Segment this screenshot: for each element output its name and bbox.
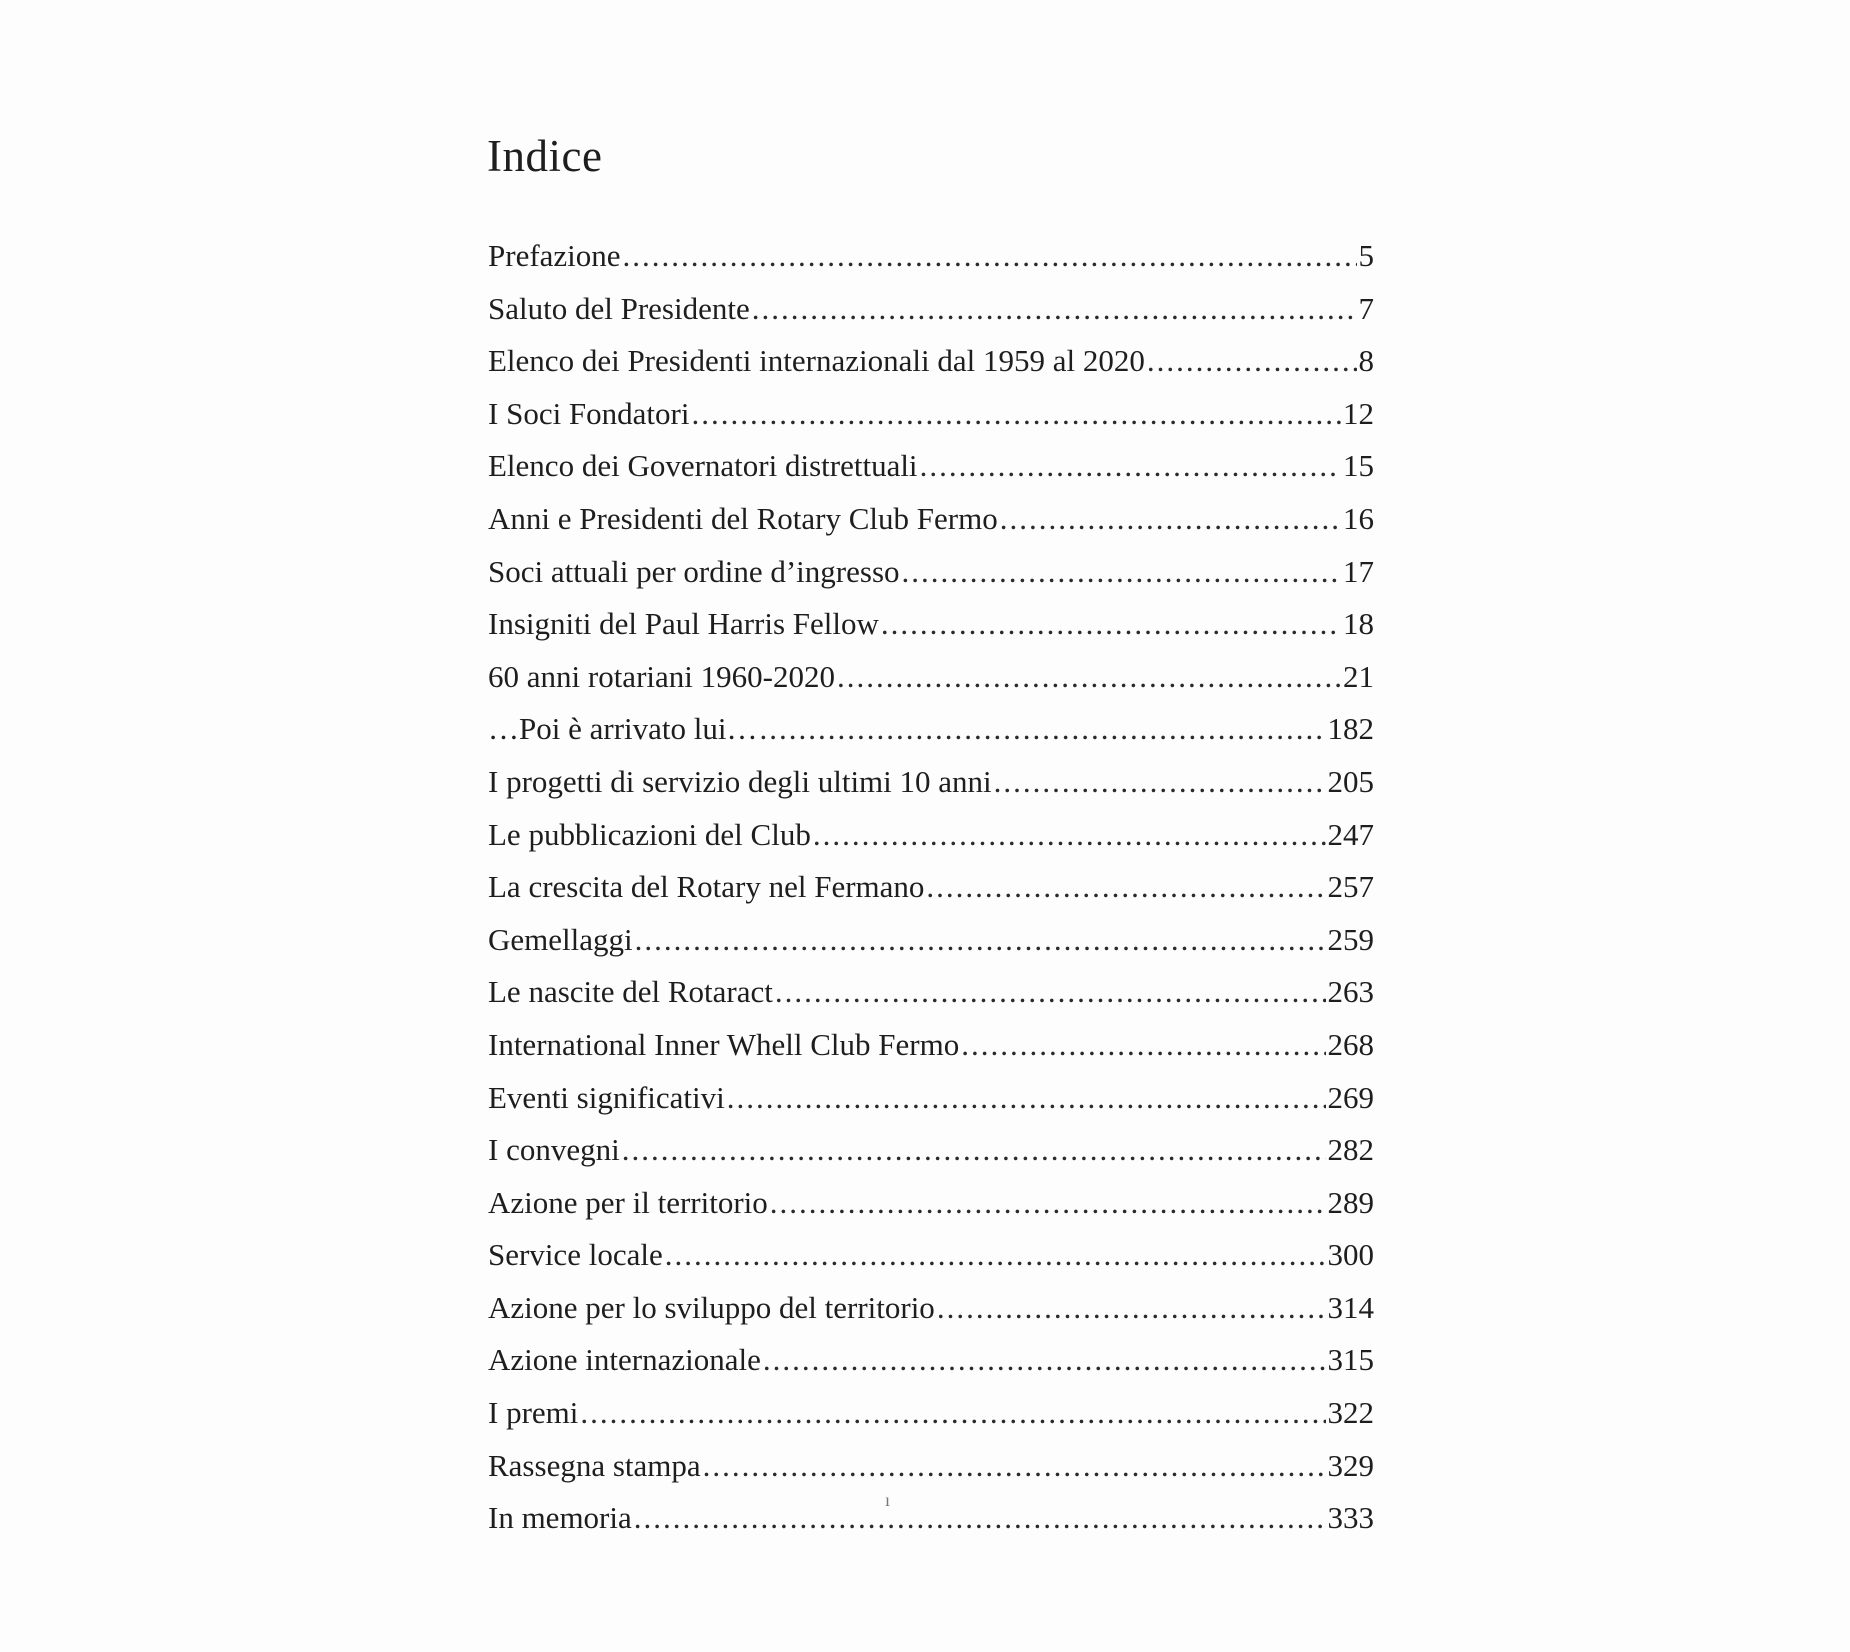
toc-dot-leader [837,657,1341,697]
toc-entry-page-number: 322 [1327,1395,1374,1431]
toc-dot-leader [813,815,1326,855]
toc-dot-leader [1000,499,1341,539]
toc-entry-label: Prefazione [488,238,621,273]
toc-entry-page-number: 16 [1343,500,1374,536]
toc-dot-leader [775,972,1326,1012]
toc-dot-leader [770,1183,1326,1223]
toc-entry-label: Service locale [488,1237,663,1273]
toc-entry-label: Insigniti del Paul Harris Fellow [488,606,879,642]
toc-entry [488,552,1374,605]
toc-entry-page-number: 329 [1327,1447,1374,1483]
toc-dot-leader [752,289,1357,329]
toc-entry [488,1288,1374,1341]
toc-entry-label: I premi [488,1395,579,1431]
toc-dot-leader [994,762,1326,802]
toc-entry [488,1446,1374,1499]
toc-entry [488,604,1374,657]
toc-entry [488,446,1374,499]
toc-entry-label: La crescita del Rotary nel Fermano [488,869,925,905]
toc-entry [488,1498,1374,1551]
toc-entry-page-number: 315 [1327,1342,1374,1378]
toc-entry [488,815,1374,868]
toc-dot-leader [634,1498,1326,1538]
toc-entry [488,709,1374,762]
toc-entry [488,920,1374,973]
toc-entry-page-number: 314 [1327,1289,1374,1325]
toc-entry-label: Elenco dei Presidenti internazionali dal 1959 al 2020 [488,343,1145,379]
toc-dot-leader [703,1446,1326,1486]
toc-entry [488,657,1374,710]
toc-entry-label: Eventi significativi [488,1079,725,1115]
toc-entry-label: I convegni [488,1132,620,1168]
toc-entry [488,1340,1374,1393]
toc-entry-page-number: 5 [1358,238,1374,273]
toc-entry [488,1130,1374,1183]
toc-entry-label: Azione per il territorio [488,1184,768,1220]
toc-dot-leader [623,236,1357,276]
toc-entry-page-number: 21 [1343,658,1374,694]
toc-entry-label: Gemellaggi [488,921,633,957]
toc-entry-label: …Poi è arrivato lui… [488,711,758,747]
toc-dot-leader [692,394,1342,434]
toc-entry [488,341,1374,394]
toc-entry-label: Rassegna stampa [488,1447,701,1483]
toc-entry [488,1393,1374,1446]
toc-entry-label: Elenco dei Governatori distrettuali [488,448,918,484]
toc-entry-page-number: 182 [1327,711,1374,747]
table-of-contents [488,236,1374,1551]
toc-entry-label: International Inner Whell Club Fermo [488,1026,960,1062]
scan-speck-mark: ı [885,1490,891,1510]
toc-dot-leader [920,446,1341,486]
toc-dot-leader [1147,341,1357,381]
toc-dot-leader [937,1288,1326,1328]
toc-dot-leader [961,1025,1325,1065]
toc-dot-leader [622,1130,1326,1170]
toc-entry-page-number: 17 [1343,553,1374,589]
toc-entry-page-number: 300 [1327,1237,1374,1273]
toc-entry-page-number: 8 [1358,343,1374,379]
toc-entry-label: I Soci Fondatori [488,395,690,431]
toc-dot-leader [635,920,1326,960]
toc-entry-page-number: 205 [1327,763,1374,799]
toc-dot-leader [763,1340,1326,1380]
toc-entry-page-number: 268 [1327,1026,1374,1062]
toc-entry-page-number: 12 [1343,395,1374,431]
toc-entry [488,289,1374,342]
toc-entry [488,394,1374,447]
toc-entry-label: Soci attuali per ordine d’ingresso [488,553,900,589]
toc-dot-leader [926,867,1325,907]
toc-entry-page-number: 333 [1327,1500,1374,1536]
toc-entry-label: Saluto del Presidente [488,290,750,326]
toc-entry [488,1235,1374,1288]
toc-entry [488,1025,1374,1078]
toc-entry-label: Azione internazionale [488,1342,761,1378]
toc-entry-page-number: 18 [1343,606,1374,642]
toc-entry-page-number: 15 [1343,448,1374,484]
toc-entry-page-number: 263 [1327,974,1374,1010]
toc-entry-page-number: 7 [1358,290,1374,326]
toc-entry [488,1183,1374,1236]
toc-dot-leader [759,709,1325,749]
toc-entry-page-number: 257 [1327,869,1374,905]
toc-entry-label: Anni e Presidenti del Rotary Club Fermo [488,500,998,536]
page-title: Indice [487,131,603,181]
toc-entry-label: I progetti di servizio degli ultimi 10 anni [488,763,992,799]
toc-entry-label: Le nascite del Rotaract [488,974,773,1010]
toc-entry [488,236,1374,289]
toc-entry [488,762,1374,815]
toc-dot-leader [665,1235,1326,1275]
toc-dot-leader [580,1393,1325,1433]
toc-entry-page-number: 269 [1327,1079,1374,1115]
toc-dot-leader [902,552,1341,592]
toc-entry-label: 60 anni rotariani 1960-2020 [488,658,835,694]
toc-entry-label: In memoria [488,1500,632,1536]
toc-entry-page-number: 247 [1327,816,1374,852]
toc-entry-page-number: 282 [1327,1132,1374,1168]
toc-entry [488,972,1374,1025]
toc-dot-leader [727,1078,1326,1118]
toc-entry-label: Le pubblicazioni del Club [488,816,811,852]
toc-dot-leader [881,604,1341,644]
toc-entry [488,1078,1374,1131]
toc-entry-page-number: 259 [1327,921,1374,957]
toc-entry [488,867,1374,920]
toc-entry [488,499,1374,552]
toc-entry-page-number: 289 [1327,1184,1374,1220]
toc-entry-label: Azione per lo sviluppo del territorio [488,1289,935,1325]
